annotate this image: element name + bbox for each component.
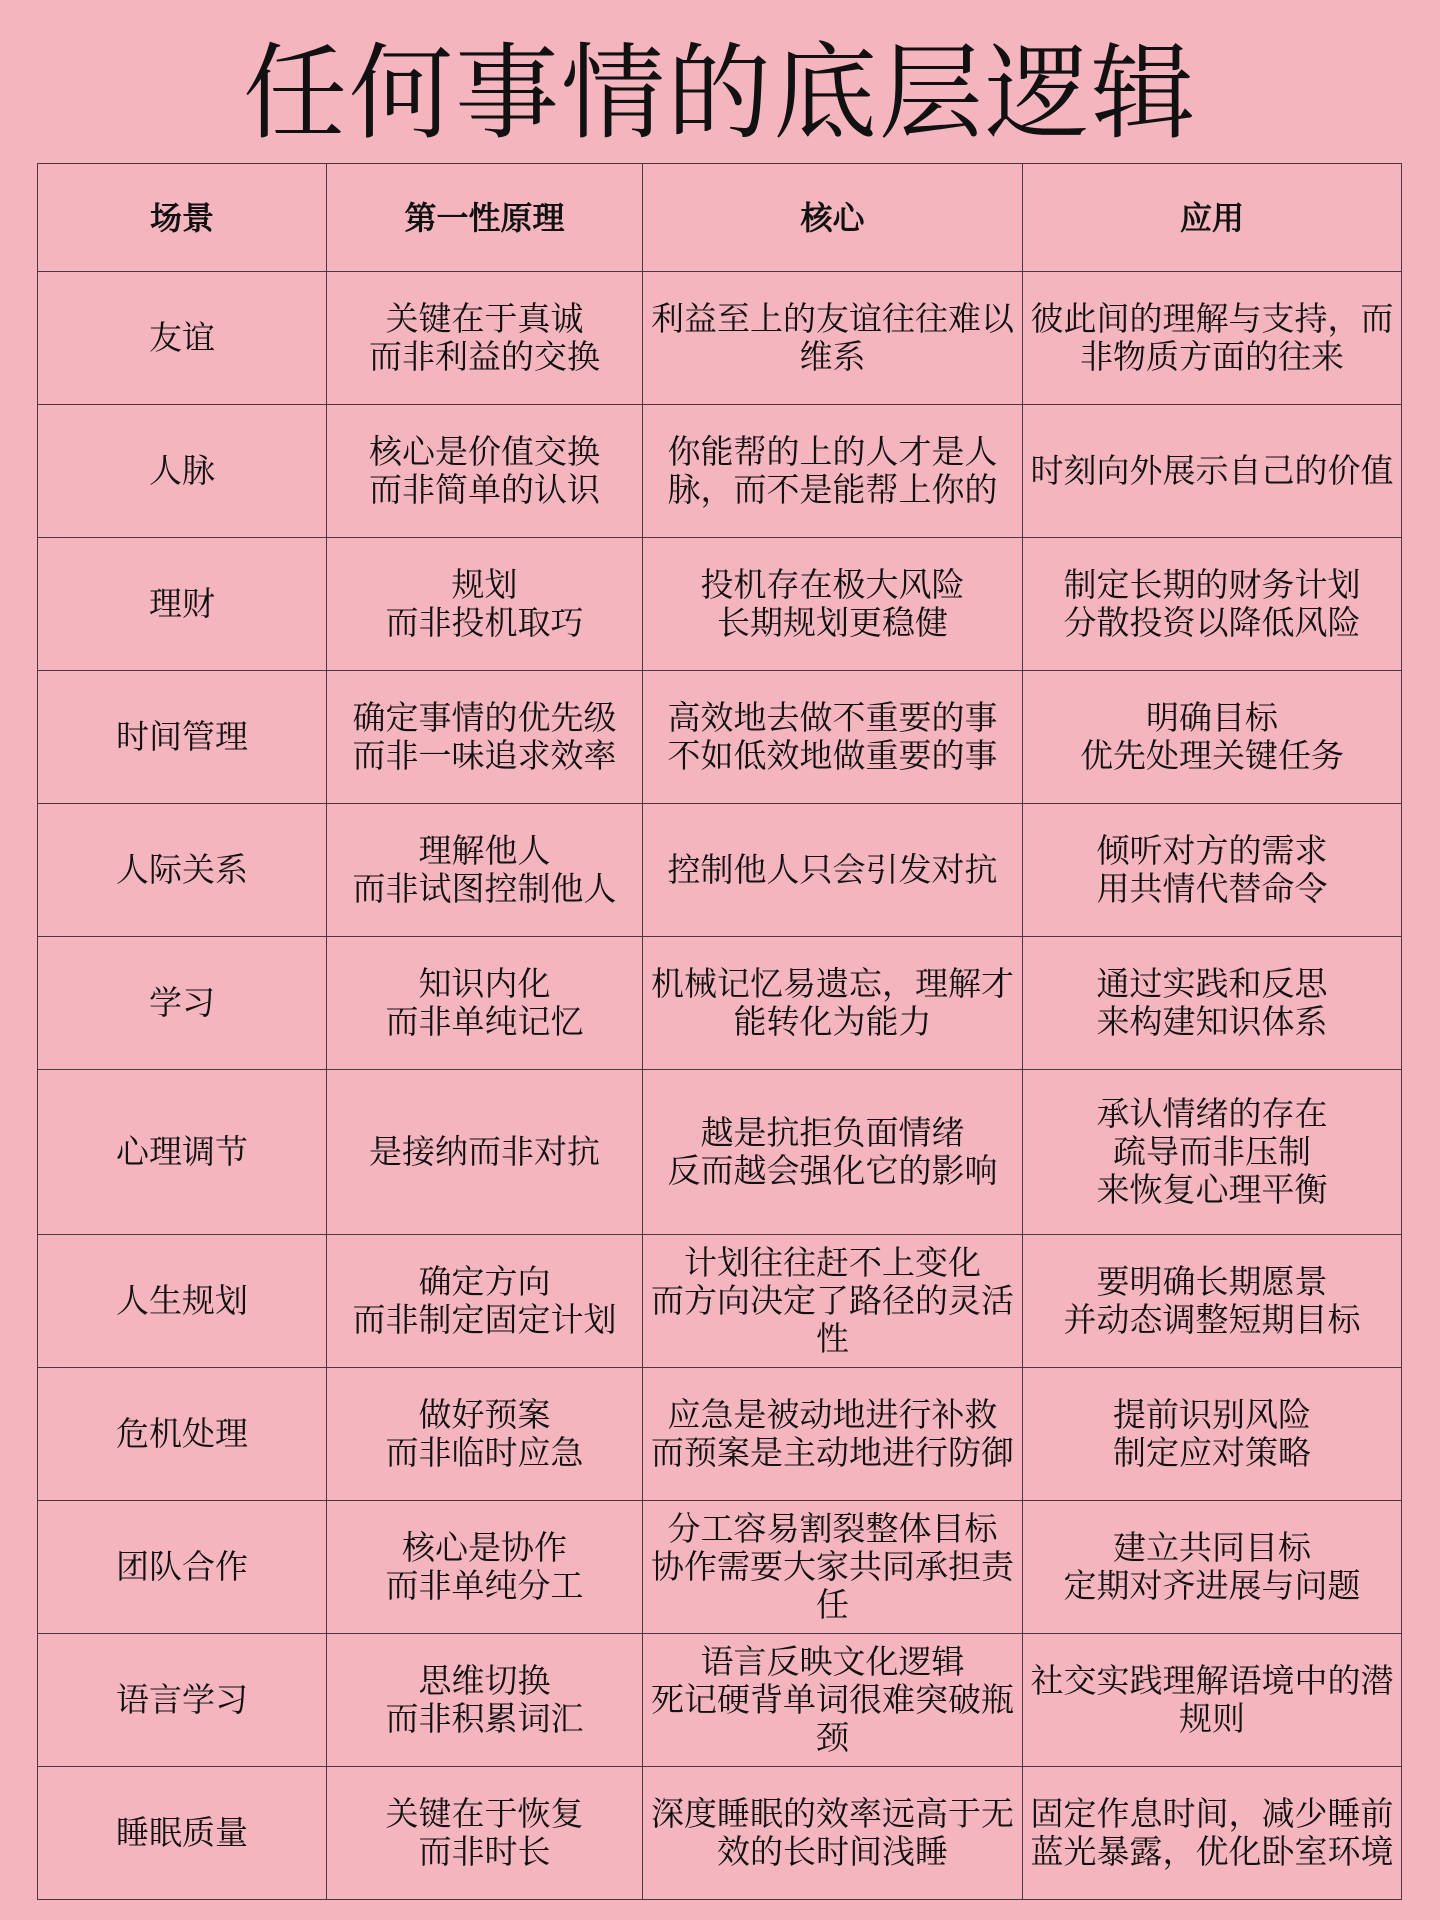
cell-core-line: 协作需要大家共同承担责任 [651,1547,1014,1624]
cell-principle-line: 而非积累词汇 [385,1699,584,1738]
cell-application-line: 定期对齐进展与问题 [1063,1566,1361,1605]
cell-application [1023,937,1402,1070]
cell-principle-line: 思维切换 [418,1661,551,1700]
header-principle: 第一性原理 [327,164,643,272]
cell-core-line: 而预案是主动地进行防御 [651,1433,1014,1472]
cell-application-line: 通过实践和反思 [1096,964,1328,1003]
cell-core-line: 投机存在极大风险 [700,565,965,604]
cell-application-line: 疏导而非压制 [1113,1132,1311,1171]
table-row [38,538,1402,671]
cell-scene: 学习 [38,937,327,1070]
cell-application [1023,671,1402,804]
cell-principle [327,1368,643,1501]
cell-principle [327,804,643,937]
cell-core-line: 分工容易割裂整体目标 [667,1509,998,1548]
cell-scene: 理财 [38,538,327,671]
cell-core [643,1070,1023,1235]
cell-application [1023,405,1402,538]
cell-application [1023,1368,1402,1501]
cell-scene: 危机处理 [38,1368,327,1501]
cell-core-line: 不如低效地做重要的事 [667,736,998,775]
cell-principle-line: 关键在于真诚 [385,299,584,338]
cell-application [1023,1634,1402,1767]
cell-core [643,937,1023,1070]
cell-principle [327,1235,643,1368]
cell-core-line: 控制他人只会引发对抗 [667,850,998,889]
cell-core [643,1368,1023,1501]
table-row [38,1634,1402,1767]
cell-principle-line: 核心是价值交换 [369,432,600,471]
cell-core [643,538,1023,671]
cell-principle [327,937,643,1070]
cell-principle-line: 做好预案 [418,1395,551,1434]
cell-application-line: 要明确长期愿景 [1096,1262,1328,1301]
cell-core [643,671,1023,804]
cell-core-line: 高效地去做不重要的事 [667,698,998,737]
header-application: 应用 [1023,164,1402,272]
cell-core [643,1235,1023,1368]
cell-scene: 友谊 [38,272,327,405]
logic-table [37,163,1402,1900]
cell-application-line: 建立共同目标 [1113,1528,1311,1567]
cell-principle [327,538,643,671]
cell-application [1023,1235,1402,1368]
cell-core-line: 长期规划更稳健 [717,603,948,642]
cell-principle-line: 而非一味追求效率 [352,736,617,775]
cell-core-line: 机械记忆易遗忘，理解才能转化为能力 [651,964,1014,1041]
cell-application [1023,1070,1402,1235]
cell-scene: 时间管理 [38,671,327,804]
cell-principle-line: 而非投机取巧 [385,603,584,642]
cell-scene: 人生规划 [38,1235,327,1368]
cell-scene: 睡眠质量 [38,1767,327,1900]
cell-application [1023,804,1402,937]
cell-principle-line: 确定事情的优先级 [352,698,617,737]
cell-principle-line: 而非单纯记忆 [385,1002,584,1041]
table-row [38,1368,1402,1501]
table-header-row [38,164,1402,272]
page-title: 任何事情的底层逻辑 [242,32,1197,154]
cell-core [643,272,1023,405]
cell-principle [327,272,643,405]
cell-principle [327,1634,643,1767]
cell-scene: 团队合作 [38,1501,327,1634]
cell-core [643,1634,1023,1767]
cell-application [1023,272,1402,405]
cell-application-line: 分散投资以降低风险 [1063,603,1361,642]
table-row [38,937,1402,1070]
cell-core-line: 而方向决定了路径的灵活性 [651,1281,1014,1358]
cell-principle-line: 确定方向 [418,1262,551,1301]
cell-core [643,804,1023,937]
cell-application-line: 明确目标 [1146,698,1278,737]
cell-scene: 语言学习 [38,1634,327,1767]
cell-core-line: 应急是被动地进行补救 [667,1395,998,1434]
cell-principle-line: 而非单纯分工 [385,1566,584,1605]
cell-principle-line: 而非简单的认识 [369,470,600,509]
cell-principle-line: 规划 [451,565,518,604]
cell-principle-line: 理解他人 [418,831,551,870]
cell-application [1023,1501,1402,1634]
cell-principle-line: 而非试图控制他人 [352,869,617,908]
cell-principle [327,1501,643,1634]
header-scene: 场景 [38,164,327,272]
table-row [38,405,1402,538]
table-row [38,671,1402,804]
cell-principle [327,671,643,804]
cell-principle [327,1070,643,1235]
cell-core-line: 你能帮的上的人才是人脉，而不是能帮上你的 [667,432,998,509]
cell-application [1023,1767,1402,1900]
cell-application-line: 时刻向外展示自己的价值 [1030,451,1394,490]
cell-scene: 心理调节 [38,1070,327,1235]
cell-application-line: 制定应对策略 [1113,1433,1311,1472]
cell-principle-line: 而非时长 [418,1832,551,1871]
cell-application [1023,538,1402,671]
cell-application-line: 制定长期的财务计划 [1063,565,1361,604]
cell-scene: 人际关系 [38,804,327,937]
cell-core-line: 越是抗拒负面情绪 [700,1113,965,1152]
cell-application-line: 用共情代替命令 [1096,869,1328,908]
cell-core [643,1501,1023,1634]
cell-application-line: 承认情绪的存在 [1096,1094,1328,1133]
cell-application-line: 来构建知识体系 [1096,1002,1328,1041]
cell-core-line: 利益至上的友谊往往难以维系 [651,299,1014,376]
cell-application-line: 彼此间的理解与支持，而非物质方面的往来 [1030,299,1394,376]
cell-scene: 人脉 [38,405,327,538]
header-core: 核心 [643,164,1023,272]
cell-application-line: 固定作息时间，减少睡前蓝光暴露，优化卧室环境 [1030,1794,1394,1871]
cell-principle [327,405,643,538]
cell-application-line: 优先处理关键任务 [1080,736,1344,775]
table-row [38,804,1402,937]
cell-principle-line: 而非利益的交换 [369,337,600,376]
table-row [38,1501,1402,1634]
cell-principle [327,1767,643,1900]
table-body [38,272,1402,1900]
cell-application-line: 社交实践理解语境中的潜规则 [1030,1661,1394,1738]
cell-core-line: 语言反映文化逻辑 [700,1642,965,1681]
cell-principle-line: 关键在于恢复 [385,1794,584,1833]
table-row [38,1235,1402,1368]
table-row [38,1070,1402,1235]
cell-core [643,405,1023,538]
cell-core [643,1767,1023,1900]
cell-core-line: 死记硬背单词很难突破瓶颈 [651,1680,1014,1757]
cell-application-line: 提前识别风险 [1113,1395,1311,1434]
cell-principle-line: 知识内化 [418,964,551,1003]
cell-core-line: 计划往往赶不上变化 [684,1243,981,1282]
cell-application-line: 来恢复心理平衡 [1096,1170,1328,1209]
cell-principle-line: 是接纳而非对抗 [369,1132,600,1171]
cell-core-line: 深度睡眠的效率远高于无效的长时间浅睡 [651,1794,1014,1871]
table-row [38,1767,1402,1900]
cell-principle-line: 而非制定固定计划 [352,1300,617,1339]
table-row [38,272,1402,405]
cell-application-line: 并动态调整短期目标 [1063,1300,1361,1339]
cell-principle-line: 核心是协作 [402,1528,567,1567]
cell-core-line: 反而越会强化它的影响 [667,1151,998,1190]
cell-principle-line: 而非临时应急 [385,1433,584,1472]
cell-application-line: 倾听对方的需求 [1096,831,1328,870]
